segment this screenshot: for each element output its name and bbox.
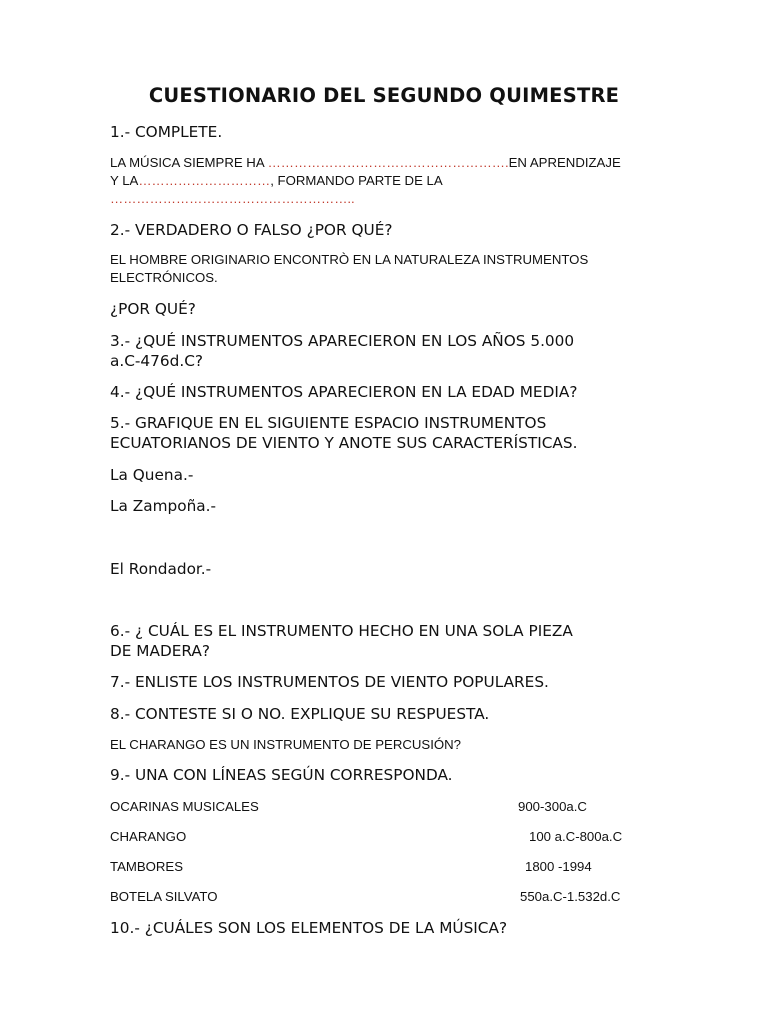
q6-line-1: 6.- ¿ CUÁL ES EL INSTRUMENTO HECHO EN UNA SOLA PIEZA [110,622,573,640]
q9-left-item: BOTELA SILVATO [110,889,218,904]
q1-line-2 [110,172,670,190]
q9-left-item: OCARINAS MUSICALES [110,799,259,814]
q2-statement-line-1: EL HOMBRE ORIGINARIO ENCONTRÒ EN LA NATURALEZA INSTRUMENTOS [110,252,589,267]
q9-right-item: 1800 -1994 [525,859,592,874]
q2-heading: 2.- VERDADERO O FALSO ¿POR QUÉ? [110,221,393,239]
q9-right-item: 100 a.C-800a.C [529,829,623,844]
q6-line-2: DE MADERA? [110,642,211,660]
q1-text: EN APRENDIZAJE [508,155,621,170]
q5-line-1: 5.- GRAFIQUE EN EL SIGUIENTE ESPACIO INSTRUMENTOS [110,414,547,432]
q5-line-2: ECUATORIANOS DE VIENTO Y ANOTE SUS CARACTERÍSTICAS. [110,434,578,452]
q9-right-item: 550a.C-1.532d.C [520,889,621,904]
q4-question: 4.- ¿QUÉ INSTRUMENTOS APARECIERON EN LA EDAD MEDIA? [110,383,578,401]
q1-blank: ……………………………………………….. [110,191,355,206]
q9-left-item: CHARANGO [110,829,187,844]
q8-statement: EL CHARANGO ES UN INSTRUMENTO DE PERCUSIÓN? [110,737,461,752]
page-title: CUESTIONARIO DEL SEGUNDO QUIMESTRE [148,84,620,107]
q3-line-2: a.C-476d.C? [110,352,204,370]
q1-text: , FORMANDO PARTE DE LA [270,173,443,188]
q3-line-1: 3.- ¿QUÉ INSTRUMENTOS APARECIERON EN LOS AÑOS 5.000 [110,332,575,350]
q10-question: 10.- ¿CUÁLES SON LOS ELEMENTOS DE LA MÚSICA? [110,919,508,937]
q7-question: 7.- ENLISTE LOS INSTRUMENTOS DE VIENTO POPULARES. [110,673,549,691]
q1-line-3 [110,190,670,208]
q5-zampona: La Zampoña.- [110,497,217,515]
q9-heading: 9.- UNA CON LÍNEAS SEGÚN CORRESPONDA. [110,766,453,784]
q1-text: Y LA [110,173,139,188]
q2-statement-line-2: ELECTRÓNICOS. [110,270,218,285]
q1-line-1 [110,154,670,172]
q2-why: ¿POR QUÉ? [110,300,196,318]
q1-heading: 1.- COMPLETE. [110,123,223,141]
q8-heading: 8.- CONTESTE SI O NO. EXPLIQUE SU RESPUESTA. [110,705,490,723]
q5-rondador: El Rondador.- [110,560,212,578]
q1-blank: ………………………… [138,173,271,188]
q5-quena: La Quena.- [110,466,194,484]
q9-right-item: 900-300a.C [518,799,587,814]
q1-blank: ………………………………………………. [267,155,509,170]
q1-text: LA MÚSICA SIEMPRE HA [110,155,268,170]
q9-left-item: TAMBORES [110,859,184,874]
